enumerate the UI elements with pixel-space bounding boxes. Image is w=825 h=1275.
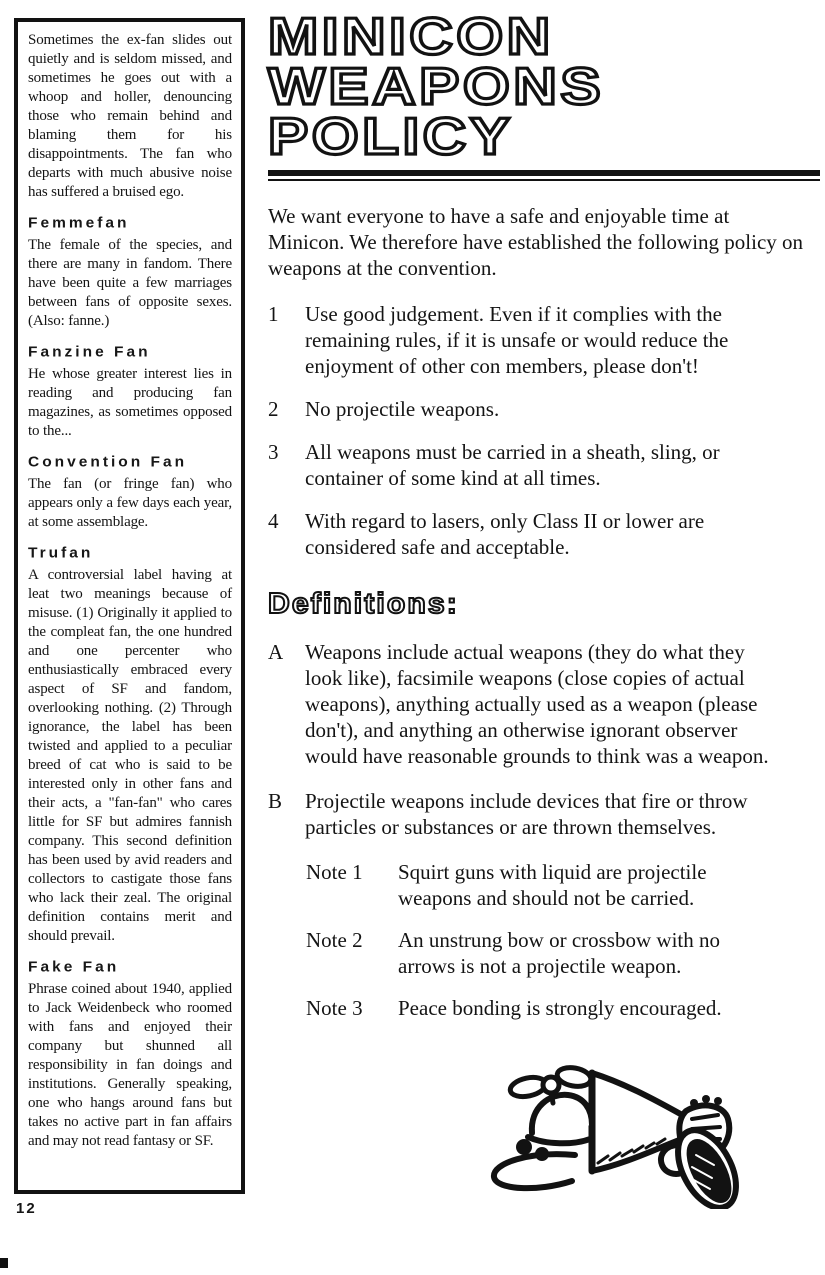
definition-text: Projectile weapons include devices that fire or throw particles or substances or are thrown themselves. — [305, 789, 748, 839]
definition-label: A — [268, 640, 284, 664]
glossary-sidebar — [14, 18, 245, 1194]
note-label: Note 3 — [306, 996, 363, 1020]
glossary-definition: A controversial label having at leat two meanings because of misuse. (1) Originally it applied to the compleat fan, the one hundred and one percenter who enthusiastically embraced every aspect of SF and fandom, overlooking nothing. (2) Through ignorance, the label has been twisted and applied to a peculiar breed of cat who is said to be interested only in other fans and their acts, a "fan-fan" who cares little for SF but admires fannish company. This second definition has been used by avid readers and collectors to castigate those fans who lack their zeal. The original definition contains merit and should prevail. — [28, 567, 232, 944]
policy-intro-paragraph: We want everyone to have a safe and enjoyable time at Minicon. We therefore have established the following policy on weapons at the convention. — [268, 204, 804, 280]
notes-list — [306, 859, 820, 1021]
rule-number: 4 — [268, 509, 279, 533]
policy-rule — [268, 508, 820, 560]
title-rule-thin — [268, 179, 820, 181]
glossary-entry — [28, 215, 232, 331]
rule-text: No projectile weapons. — [305, 397, 500, 421]
glossary-definition: Phrase coined about 1940, applied to Jack Weidenbeck who roomed with fans and enjoyed their company but shunned all responsibility in fan doings and institutions. Generally speaking, one who hangs around fans but takes no active part in fan affairs and may not read fantasy or SF. — [28, 981, 232, 1149]
definitions-list — [268, 639, 820, 840]
note-text: Squirt guns with liquid are projectile weapons and should not be carried. — [398, 860, 707, 910]
glossary-term: Fake Fan — [28, 959, 120, 976]
policy-rules-list — [268, 301, 820, 560]
definitions-heading: Definitions: — [268, 588, 459, 620]
definition-text: Weapons include actual weapons (they do what they look like), facsimile weapons (close copies of actual weapons), anything actually used as a weapon (please don't), and anything an otherwise ignorant observer would have reasonable grounds to think was a weapon. — [305, 640, 769, 768]
title-rule — [268, 170, 820, 181]
rule-number: 3 — [268, 440, 279, 464]
policy-rule — [268, 396, 820, 422]
policy-rule — [268, 301, 820, 379]
registration-mark — [0, 1258, 8, 1268]
glossary-definition: He whose greater interest lies in reading and producing fan magazines, as sometimes opposed to the... — [28, 366, 232, 439]
glossary-intro-paragraph: Sometimes the ex-fan slides out quietly and is seldom missed, and sometimes he goes out with a whoop and holler, denouncing those who remain behind and blaming them for his disappointments. The fan who departs with much abusive noise has suffered a bruised ego. — [28, 32, 232, 200]
definition-item — [268, 639, 820, 769]
glossary-definition: The fan (or fringe fan) who appears only a few days each year, at some assemblage. — [28, 476, 232, 530]
glossary-entries — [28, 215, 232, 1151]
note-label: Note 1 — [306, 860, 363, 884]
title-line-1: MINICON — [268, 8, 554, 66]
rule-text: All weapons must be carried in a sheath, sling, or container of some kind at all times. — [305, 440, 720, 490]
glossary-entry — [28, 454, 232, 532]
glossary-entry — [28, 959, 232, 1151]
rule-text: Use good judgement. Even if it complies with the remaining rules, if it is unsafe or would reduce the enjoyment of other con members, please don't! — [305, 302, 729, 378]
title-rule-thick — [268, 170, 820, 176]
note-item — [306, 927, 820, 979]
glossary-entry — [28, 545, 232, 946]
title-line-2: WEAPONS — [268, 58, 605, 116]
page-title — [268, 8, 825, 166]
rule-text: With regard to lasers, only Class II or lower are considered safe and acceptable. — [305, 509, 705, 559]
rule-number: 1 — [268, 302, 279, 326]
main-column — [268, 8, 820, 1209]
policy-rule — [268, 439, 820, 491]
glossary-term: Femmefan — [28, 215, 130, 232]
note-item — [306, 995, 820, 1021]
glossary-definition: The female of the species, and there are many in fandom. There have been quite a few marriages between fans of opposite sexes. (Also: fanne.) — [28, 237, 232, 329]
glossary-term: Fanzine Fan — [28, 344, 151, 361]
definition-label: B — [268, 789, 283, 813]
title-line-3: POLICY — [268, 108, 514, 166]
beanie-megaphone-illustration — [480, 1059, 742, 1209]
note-item — [306, 859, 820, 911]
glossary-term: Convention Fan — [28, 454, 188, 471]
page-number: 12 — [16, 1200, 37, 1217]
note-text: Peace bonding is strongly encouraged. — [398, 996, 722, 1020]
glossary-entry — [28, 344, 232, 441]
rule-number: 2 — [268, 397, 279, 421]
note-text: An unstrung bow or crossbow with no arrows is not a projectile weapon. — [398, 928, 720, 978]
glossary-term: Trufan — [28, 545, 94, 562]
definition-item — [268, 788, 820, 840]
note-label: Note 2 — [306, 928, 363, 952]
